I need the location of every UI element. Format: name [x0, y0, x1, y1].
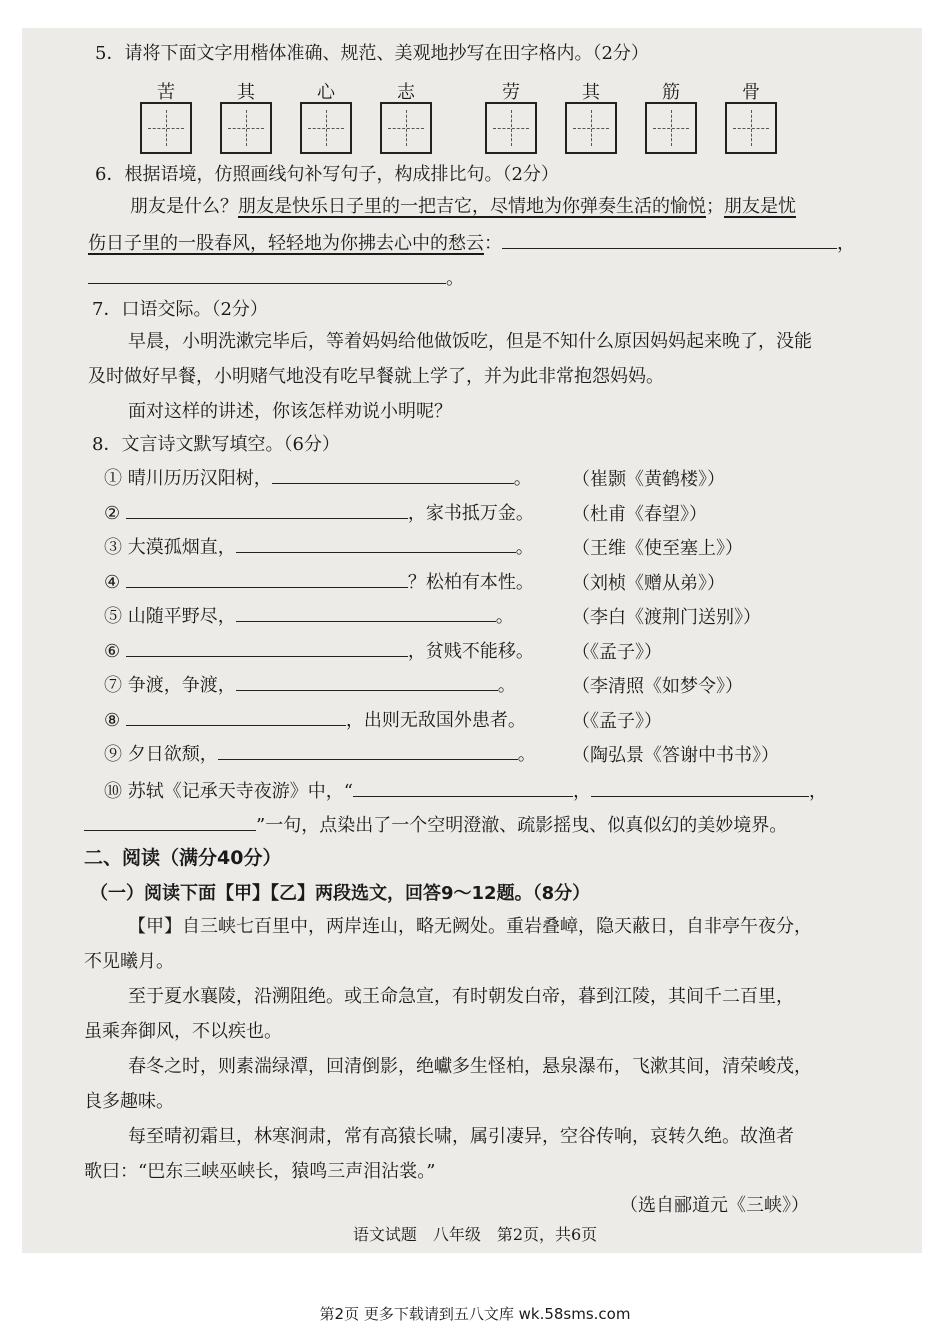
grid-char: 其 — [237, 82, 255, 103]
q8-item-before: 大漠孤烟直， — [127, 537, 236, 558]
q8-item-after: 。 — [495, 606, 514, 627]
q8-item-10-before: 苏轼《记承天寺夜游》中，“ — [127, 781, 353, 802]
q8-item-after: ？松柏有本性。 — [407, 571, 534, 593]
q8-item-after: ，贫贱不能移。 — [407, 640, 534, 662]
q8-item-10-end: ， — [808, 781, 827, 802]
q8-item-blank[interactable] — [272, 465, 514, 484]
q8-item-blank[interactable] — [236, 534, 516, 553]
section2-title: 二、阅读（满分40分） — [84, 847, 282, 869]
q8-item-num: ② — [104, 502, 121, 524]
q8-item-num: ⑥ — [104, 640, 121, 662]
reading-paragraph-line: 至于夏水襄陵，沿溯阻绝。或王命急宣，有时朝发白帝，暮到江陵，其间千二百里， — [128, 986, 794, 1007]
q8-item-before: 争渡，争渡， — [127, 675, 236, 696]
q6-underlined-2a: 朋友是忧 — [724, 196, 796, 217]
q8-item-blank[interactable] — [126, 569, 408, 588]
page-footer: 语文试题 八年级 第2页，共6页 — [352, 1225, 598, 1244]
q6-blank-2[interactable] — [88, 265, 446, 284]
q6-line1 — [130, 195, 796, 219]
q8-item-after: ，家书抵万金。 — [407, 502, 534, 524]
tianzige-box[interactable] — [140, 102, 192, 154]
q8-item — [104, 534, 534, 560]
watermark-footer: 第2页 更多下载请到五八文库 wk.58sms.com — [319, 1305, 631, 1323]
q8-item-before: 晴川历历汉阳树， — [127, 468, 272, 489]
q8-item — [104, 603, 514, 629]
q8-item-after: ，出则无敌国外患者。 — [345, 709, 526, 731]
reading-paragraph-line: 春冬之时，则素湍绿潭，回清倒影，绝巘多生怪柏，悬泉瀑布，飞漱其间，清荣峻茂， — [128, 1056, 812, 1077]
reading-paragraph-line: 【甲】自三峡七百里中，两岸连山，略无阙处。重岩叠嶂，隐天蔽日，自非亭午夜分， — [128, 916, 812, 937]
q8-item-source: （崔颢《黄鹤楼》） — [572, 469, 725, 490]
q8-item-before: 山随平野尽， — [127, 606, 236, 627]
q8-item-10-cont — [84, 812, 787, 838]
q6-blank-1[interactable] — [502, 230, 837, 249]
q8-item-before: 夕日欲颓， — [127, 744, 218, 765]
q8-item-source: （陶弘景《答谢中书书》） — [572, 745, 779, 766]
q8-item — [104, 500, 534, 526]
q8-item-num: ⑦ — [104, 675, 122, 696]
grid-char: 筋 — [662, 82, 680, 103]
q8-item — [104, 741, 536, 767]
q8-item-blank[interactable] — [236, 603, 496, 622]
q6-line2 — [88, 230, 855, 256]
q8-item — [104, 465, 532, 491]
q8-item-10-blank-1[interactable] — [353, 778, 573, 797]
q8-item-after: 。 — [517, 744, 536, 765]
q7-para1a: 早晨，小明洗漱完毕后，等着妈妈给他做饭吃，但是不知什么原因妈妈起来晚了，没能 — [128, 331, 812, 352]
q5-text: 5．请将下面文字用楷体准确、规范、美观地抄写在田字格内。（2分） — [95, 43, 649, 64]
q6-title: 6．根据语境，仿照画线句补写句子，构成排比句。（2分） — [95, 164, 559, 185]
q6-underlined-2b: 伤日子里的一股春风，轻轻地为你拂去心中的愁云 — [88, 233, 484, 254]
grid-char: 骨 — [742, 82, 760, 103]
q8-item — [104, 672, 516, 698]
section2-source: （选自郦道元《三峡》） — [620, 1195, 809, 1216]
q8-item-source: （《孟子》） — [572, 710, 662, 732]
q7-para1b: 及时做好早餐，小明赌气地没有吃早餐就上学了，并为此非常抱怨妈妈。 — [88, 366, 664, 387]
q8-title: 8．文言诗文默写填空。（6分） — [92, 434, 340, 455]
tianzige-box[interactable] — [565, 102, 617, 154]
q8-item-num: ⑤ — [104, 606, 122, 627]
q8-item-num: ④ — [104, 571, 121, 593]
q6-semicolon: ； — [706, 196, 724, 217]
q8-item-after: 。 — [513, 468, 532, 489]
grid-char: 志 — [397, 82, 415, 103]
q8-item-blank[interactable] — [126, 638, 408, 657]
q8-item-10-blank-3[interactable] — [84, 812, 256, 831]
q8-item-num: ⑨ — [104, 744, 122, 765]
tianzige-box[interactable] — [725, 102, 777, 154]
q8-item — [104, 707, 526, 733]
q8-item — [104, 638, 534, 664]
q8-item-blank[interactable] — [236, 672, 498, 691]
grid-char: 心 — [317, 82, 335, 103]
q6-underlined-1: 朋友是快乐日子里的一把吉它，尽情地为你弹奏生活的愉悦 — [238, 196, 706, 217]
tianzige-box[interactable] — [645, 102, 697, 154]
tianzige-box[interactable] — [485, 102, 537, 154]
q8-item-source: （王维《使至塞上》） — [572, 538, 743, 559]
q6-comma: ， — [837, 233, 855, 254]
tianzige-box[interactable] — [220, 102, 272, 154]
q8-item-num: ① — [104, 468, 122, 489]
q8-item-10-tail: ”一句，点染出了一个空明澄澈、疏影摇曳、似真似幻的美妙境界。 — [256, 815, 788, 836]
q8-item-source: （杜甫《春望》） — [572, 503, 707, 525]
reading-paragraph-line: 不见曦月。 — [84, 951, 174, 972]
grid-char: 其 — [582, 82, 600, 103]
reading-paragraph-line: 每至晴初霜旦，林寒涧肃，常有高猿长啸，属引凄异，空谷传响，哀转久绝。故渔者 — [128, 1126, 794, 1147]
q6-colon: ： — [484, 233, 502, 254]
q8-item-10 — [104, 778, 827, 804]
grid-char: 苦 — [157, 82, 175, 103]
q8-item-10-num: ⑩ — [104, 781, 122, 802]
q8-item-source: （刘桢《赠从弟》） — [572, 572, 725, 594]
q8-item-blank[interactable] — [126, 707, 346, 726]
section2-sub: （一）阅读下面【甲】【乙】两段选文，回答9～12题。（8分） — [90, 883, 591, 904]
reading-paragraph-line: 歌曰：“巴东三峡巫峡长，猿鸣三声泪沾裳。” — [84, 1161, 436, 1182]
q6-line3 — [88, 265, 464, 291]
tianzige-box[interactable] — [300, 102, 352, 154]
q7-para2: 面对这样的讲述，你该怎样劝说小明呢？ — [128, 401, 452, 422]
q8-item — [104, 569, 534, 595]
reading-paragraph-line: 虽乘奔御风，不以疾也。 — [84, 1021, 282, 1042]
q8-item-num: ⑧ — [104, 709, 121, 731]
tianzige-box[interactable] — [380, 102, 432, 154]
q8-item-after: 。 — [497, 675, 516, 696]
q8-item-blank[interactable] — [218, 741, 518, 760]
q8-item-source: （李白《渡荆门送别》） — [572, 607, 761, 628]
q8-item-source: （《孟子》） — [572, 641, 662, 663]
q8-item-source: （李清照《如梦令》） — [572, 676, 743, 697]
q8-item-num: ③ — [104, 537, 122, 558]
q8-item-blank[interactable] — [126, 500, 408, 519]
q6-lead: 朋友是什么？ — [130, 196, 238, 217]
q8-item-after: 。 — [515, 537, 534, 558]
reading-paragraph-line: 良多趣味。 — [84, 1091, 174, 1112]
q6-end: 。 — [446, 268, 464, 289]
q7-title: 7．口语交际。（2分） — [92, 299, 268, 320]
grid-char: 劳 — [502, 82, 520, 103]
q8-item-10-blank-2[interactable] — [591, 778, 809, 797]
q8-item-10-mid: ， — [572, 781, 591, 802]
